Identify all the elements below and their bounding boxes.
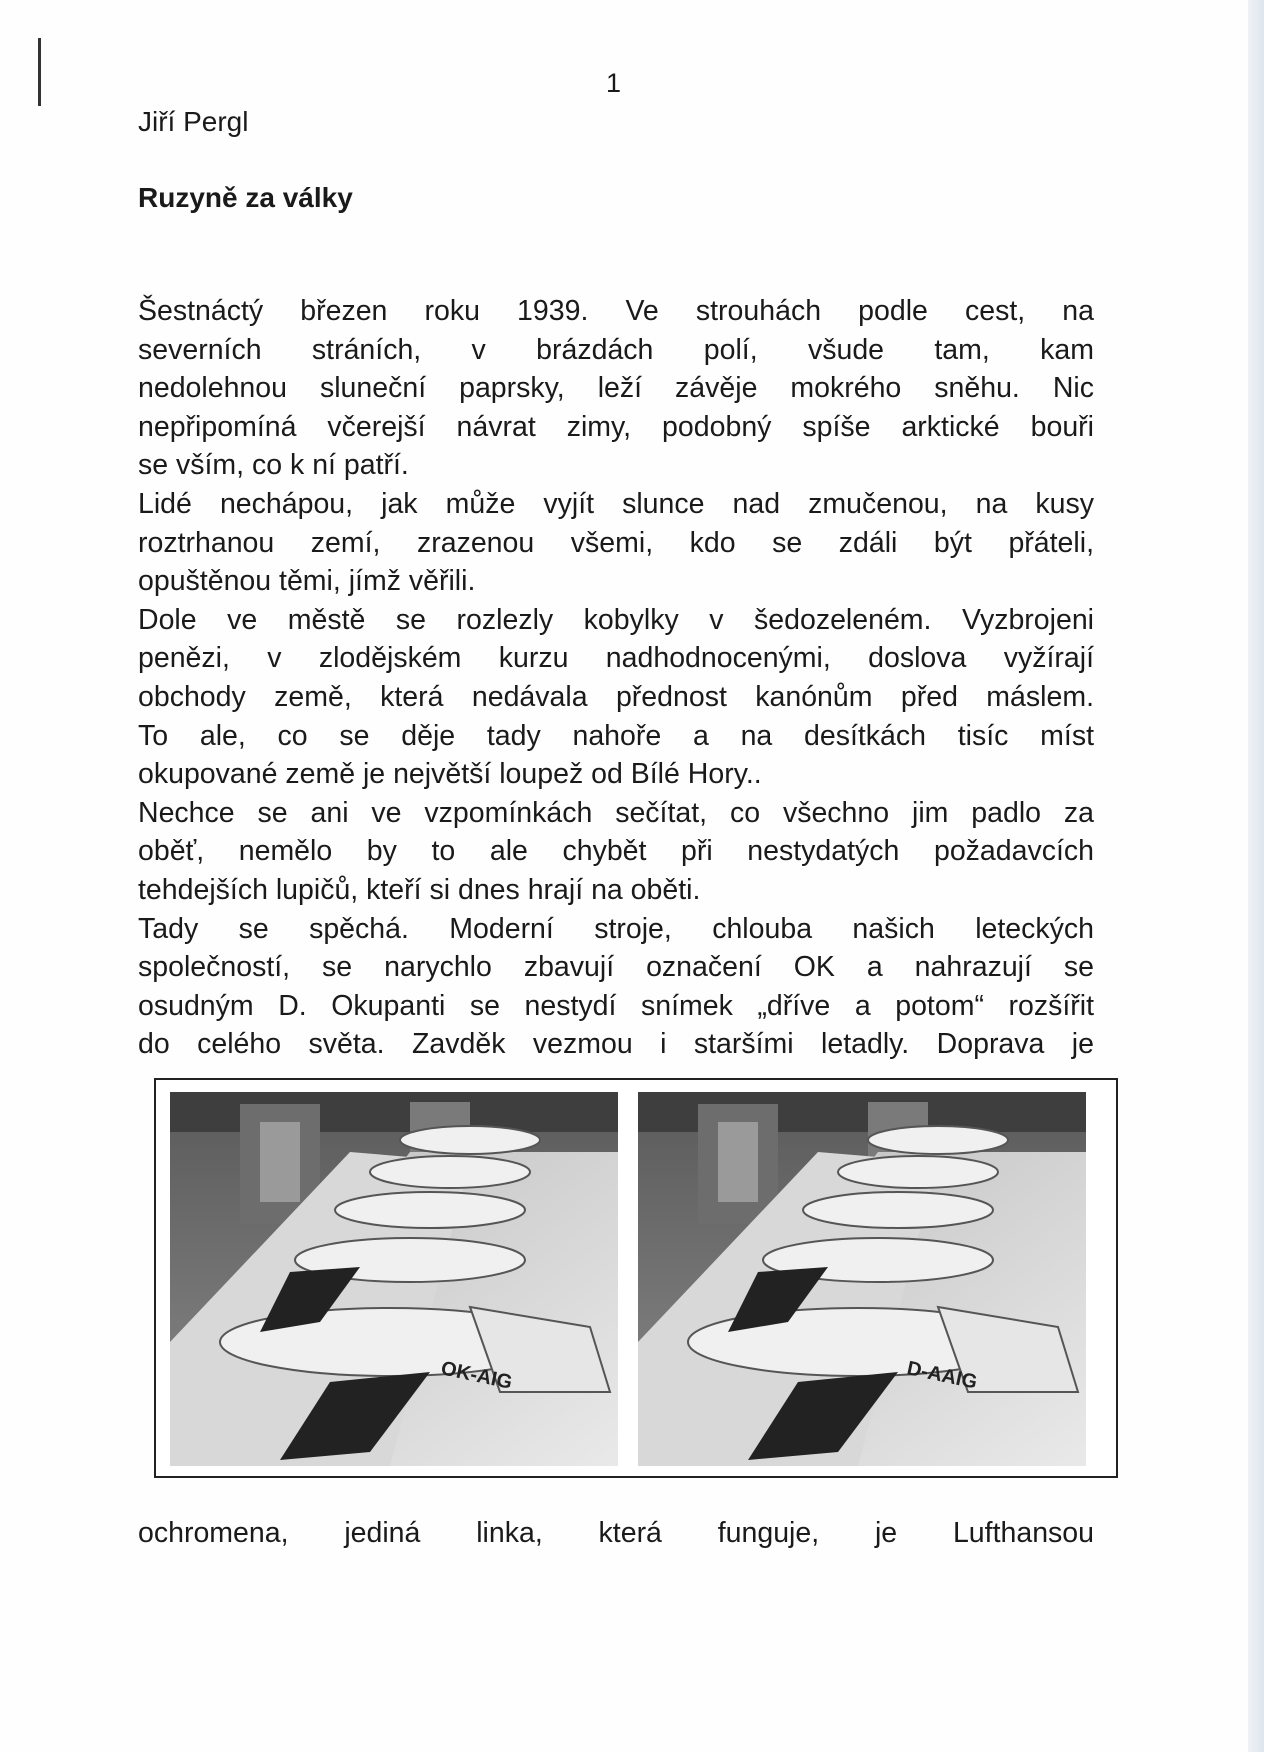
page-edge — [1248, 0, 1264, 1752]
text-line: Šestnáctý březen roku 1939. Ve strouhách podle cest, na — [138, 295, 1094, 327]
photo-figure — [154, 1078, 1118, 1478]
text-line: se vším, co k ní patří. — [138, 449, 409, 482]
photo-after — [638, 1092, 1086, 1466]
body-text — [138, 292, 1094, 1064]
text-line: severních stráních, v brázdách polí, všude tam, kam — [138, 333, 1094, 366]
text-line: penězi, v zlodějském kurzu nadhodnocenými, doslova vyžírají — [138, 642, 1094, 675]
text-line: osudným D. Okupanti se nestydí snímek „dříve a potom“ rozšířit — [138, 989, 1094, 1022]
binding-mark — [38, 38, 41, 106]
registration-label: OK-AIG — [438, 1357, 515, 1394]
text-line: obchody země, která nedávala přednost kanónům před máslem. — [138, 680, 1094, 713]
text-line: ochromena, jediná linka, která funguje, je Lufthansou — [138, 1517, 1094, 1549]
article-title: Ruzyně za války — [138, 182, 353, 213]
text-line: tehdejších lupičů, kteří si dnes hrají na oběti. — [138, 873, 701, 906]
text-line: To ale, co se děje tady nahoře a na desítkách tisíc míst — [138, 719, 1094, 752]
aircraft-photo-image — [170, 1092, 618, 1466]
text-line: okupované země je největší loupež od Bílé Hory.. — [138, 758, 762, 791]
text-line: Nechce se ani ve vzpomínkách sečítat, co všechno jim padlo za — [138, 796, 1094, 829]
photo-before — [170, 1092, 618, 1466]
text-line: Tady se spěchá. Moderní stroje, chlouba našich leteckých — [138, 912, 1094, 945]
text-line: roztrhanou zemí, zrazenou všemi, kdo se zdáli být přáteli, — [138, 526, 1094, 559]
text-line: nepřipomíná včerejší návrat zimy, podobný spíše arktické bouři — [138, 410, 1094, 443]
text-line: oběť, nemělo by to ale chybět při nestydatých požadavcích — [138, 835, 1094, 868]
text-line: do celého světa. Zavděk vezmou i staršími letadly. Doprava je — [138, 1028, 1094, 1061]
aircraft-photo-image — [638, 1092, 1086, 1466]
text-line: opuštěnou těmi, jímž věřili. — [138, 565, 476, 598]
registration-label: D-AAIG — [904, 1357, 980, 1394]
text-line: Lidé nechápou, jak může vyjít slunce nad zmučenou, na kusy — [138, 487, 1094, 520]
page-number: 1 — [606, 68, 622, 98]
text-line: společností, se narychlo zbavují označení OK a nahrazují se — [138, 951, 1094, 984]
text-line: nedolehnou sluneční paprsky, leží závěje mokrého sněhu. Nic — [138, 372, 1094, 405]
text-line: Dole ve městě se rozlezly kobylky v šedozeleném. Vyzbrojeni — [138, 603, 1094, 636]
author-name: Jiří Pergl — [138, 106, 249, 137]
